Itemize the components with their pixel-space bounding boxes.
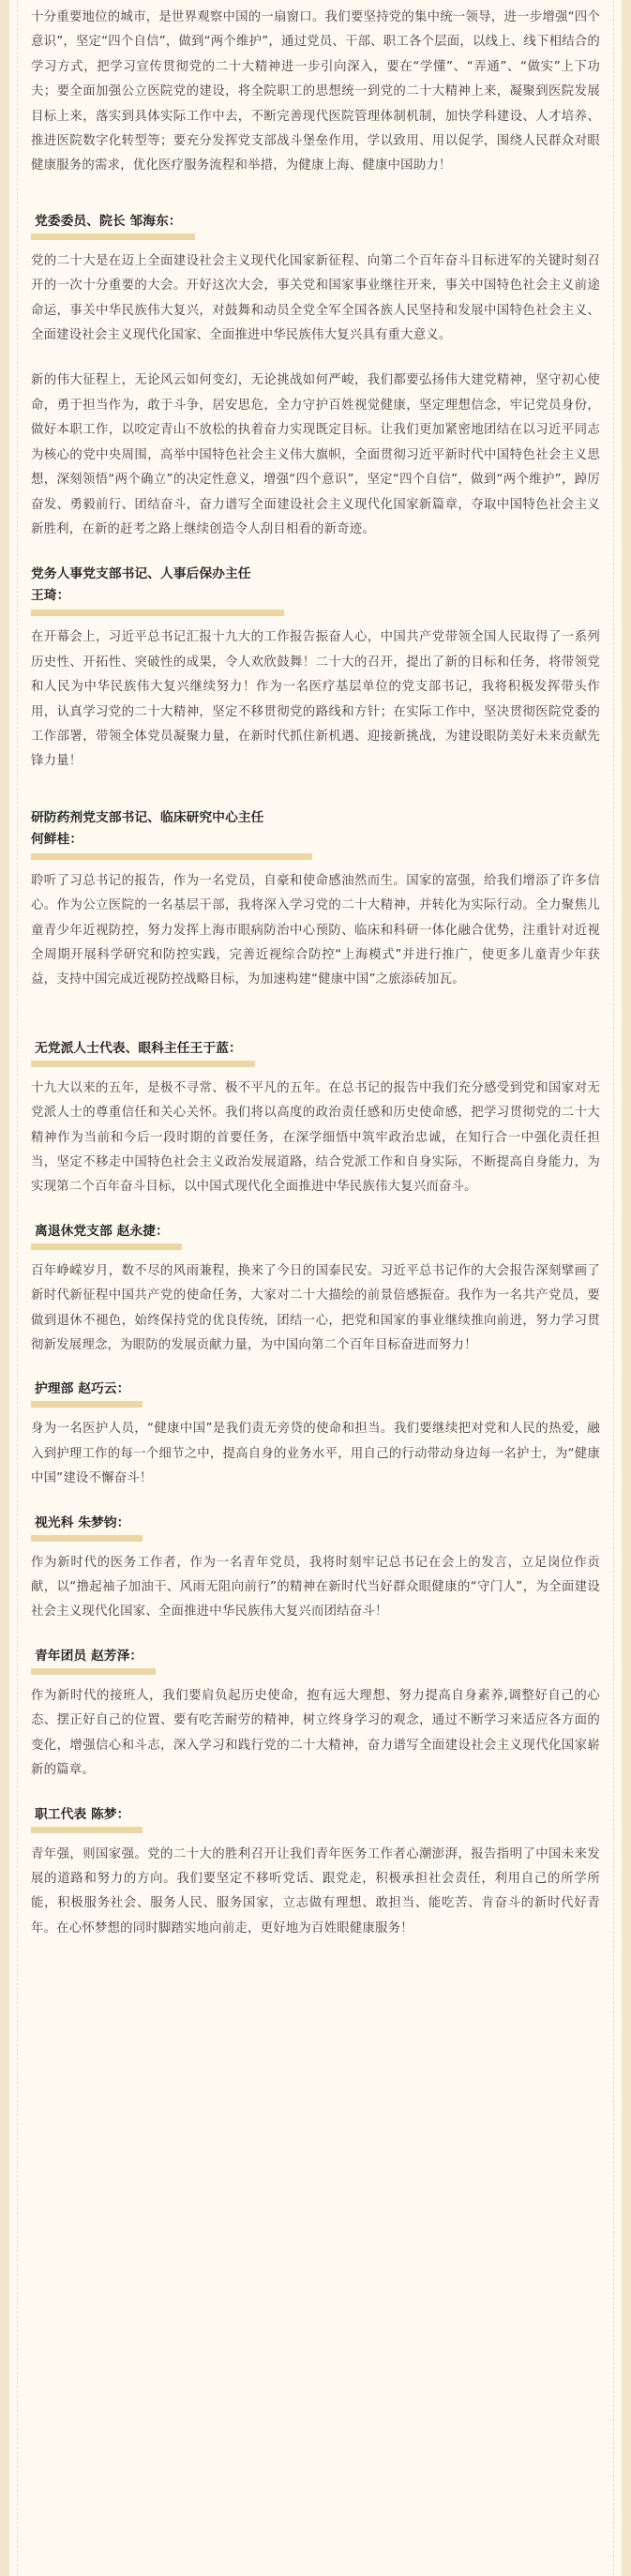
article-body	[17, 0, 614, 2576]
section-paragraph: 在开幕会上，习近平总书记汇报十九大的工作报告振奋人心，中国共产党带领全国人民取得了一系列历史性、开拓性、突破性的成果，令人欢欣鼓舞！二十大的召开，提出了新的目标和任务，将带领党和人民为中华民族伟大复兴继续努力！作为一名医疗基层单位的党支部书记，我将积极发挥带头作用，认真学习党的二十大精神，坚定不移贯彻党的路线和方针；在实际工作中，坚决贯彻医院党委的工作部署，带领全体党员凝聚力量，在新时代抓住新机遇、迎接新挑战，为建设眼防美好未来贡献先锋力量！	[31, 630, 600, 769]
section-paragraph: 作为新时代的接班人，我们要肩负起历史使命，抱有远大理想、努力提高自身素养,调整好自己的心态、摆正好自己的位置、要有吃苦耐劳的精神，树立终身学习的观念，通过不断学习来适应各方面的变化，增强信心和斗志，深入学习和践行党的二十大精神，奋力谱写全面建设社会主义现代化国家崭新的篇章。	[31, 1688, 600, 1778]
section-heading-chen-meng: 职工代表 陈梦：	[31, 1804, 143, 1833]
section-paragraph: 聆听了习总书记的报告，作为一名党员，自豪和使命感油然而生。国家的富强，给我们增添了许多信心。作为公立医院的一名基层干部，我将深入学习党的二十大精神，并转化为实际行动。全力聚焦儿童青少年近视防控，努力发挥上海市眼病防治中心预防、临床和科研一体化融合优势，注重针对近视全周期开展科学研究和防控实践，完善近视综合防控“上海模式”并进行推广，使更多儿童青少年获益，支持中国完成近视防控战略目标，为加速构建“健康中国”之旅添砖加瓦。	[31, 873, 600, 987]
heading-highlight	[31, 853, 312, 860]
section-paragraph: 身为一名医护人员，“健康中国”是我们责无旁贷的使命和担当。我们要继续把对党和人民的热爱，融入到护理工作的每一个细节之中，提高自身的业务水平，用自己的行动带动身边每一名护士，为“健康中国”建设不懈奋斗！	[31, 1422, 600, 1486]
section-heading-zhu-mengjun: 视光科 朱梦钧：	[31, 1513, 143, 1542]
section-heading-he-title: 研防药剂党支部书记、临床研究中心主任	[31, 809, 264, 825]
heading-highlight	[31, 610, 284, 616]
intro-paragraph: 十分重要地位的城市，是世界观察中国的一扇窗口。我们要坚持党的集中统一领导，进一步增强“四个意识”，坚定“四个自信”，做到“两个维护”，通过党员、干部、职工各个层面，以线上、线下相结合的学习方式，把学习宣传贯彻党的二十大精神进一步引向深入，要在“学懂”、“弄通”、“做实”上下功夫；要全面加强公立医院党的建设，将全院职工的思想统一到党的二十大精神上来，凝聚到医院发展目标上来，落实到具体实际工作中去，不断完善现代医院管理体制机制，加快学科建设、人才培养、推进医院数字化转型等；要充分发挥党支部战斗堡垒作用，学以致用、用以促学，围绕人民群众对眼健康服务的需求，优化医疗服务流程和举措，为健康上海、健康中国助力！	[31, 10, 600, 173]
section-heading-zhao-yongjie: 离退休党支部 赵永捷：	[31, 1221, 182, 1250]
section-heading-zhao-qiaoyun: 护理部 赵巧云：	[31, 1378, 143, 1408]
section-heading-zou: 党委委员、院长 邹海东：	[31, 211, 195, 240]
section-heading-he-name: 何鲜桂：	[31, 831, 83, 847]
section-paragraph: 党的二十大是在迈上全面建设社会主义现代化国家新征程、向第二个百年奋斗目标进军的关键时刻召开的一次十分重要的大会。开好这次大会，事关党和国家事业继往开来，事关中国特色社会主义前途命运，事关中华民族伟大复兴，对鼓舞和动员全党全军全国各族人民坚持和发展中国特色社会主义、全面建设社会主义现代化国家、全面推进中华民族伟大复兴具有重大意义。	[31, 253, 600, 343]
section-paragraph: 十九大以来的五年，是极不寻常、极不平凡的五年。在总书记的报告中我们充分感受到党和国家对无党派人士的尊重信任和关心关怀。我们将以高度的政治责任感和历史使命感，把学习贯彻党的二十大精神作为当前和今后一段时期的首要任务，在深学细悟中筑牢政治忠诚，在知行合一中强化责任担当，坚定不移走中国特色社会主义政治发展道路，结合党派工作和自身实际，不断提高自身能力，为实现第二个百年奋斗目标，以中国式现代化全面推进中华民族伟大复兴而奋斗。	[31, 1080, 600, 1195]
section-heading-wang-yulan: 无党派人士代表、眼科主任王于蓝：	[31, 1038, 255, 1067]
section-paragraph: 百年峥嵘岁月，数不尽的风雨兼程，换来了今日的国泰民安。习近平总书记作的大会报告深刻擘画了新时代新征程中国共产党的使命任务，大家对二十大描绘的前景倍感振奋。我作为一名共产党员，要做到退休不褪色，始终保持党的优良传统，团结一心，把党和国家的事业继续推向前进，努力学习贯彻新发展理念，为眼防的发展贡献力量，为中国向第二个百年目标奋进而努力！	[31, 1263, 600, 1353]
section-paragraph: 青年强，则国家强。党的二十大的胜利召开让我们青年医务工作者心潮澎湃，报告指明了中国未来发展的道路和努力的方向。我们要坚定不移听党话、跟党走，积极承担社会责任，利用自己的所学所能，积极服务社会、服务人民、服务国家，立志做有理想、敢担当、能吃苦、肯奋斗的新时代好青年。在心怀梦想的同时脚踏实地向前走，更好地为百姓眼健康服务！	[31, 1846, 600, 1936]
section-heading-wang-name: 王琦：	[31, 588, 70, 604]
section-heading-wang-title: 党务人事党支部书记、人事后保办主任	[31, 566, 251, 582]
section-paragraph: 新的伟大征程上，无论风云如何变幻，无论挑战如何严峻，我们都要弘扬伟大建党精神，坚守初心使命，勇于担当作为，敢于斗争，居安思危，全力守护百姓视觉健康，坚定理想信念，牢记党员身份，做好本职工作，以咬定青山不放松的执着奋力实现既定目标。让我们更加紧密地团结在以习近平同志为核心的党中央周围，高举中国特色社会主义伟大旗帜，全面贯彻习近平新时代中国特色社会主义思想，深刻领悟“两个确立”的决定性意义，增强“四个意识”，坚定“四个自信”，做到“两个维护”，踔厉奋发、勇毅前行、团结奋斗，奋力谱写全面建设社会主义现代化国家新篇章，夺取中国特色社会主义新胜利，在新的赶考之路上继续创造令人刮目相看的新奇迹。	[31, 373, 600, 536]
section-paragraph: 作为新时代的医务工作者，作为一名青年党员，我将时刻牢记总书记在会上的发言，立足岗位作贡献，以“撸起袖子加油干、风雨无阻向前行”的精神在新时代当好群众眼健康的“守门人”，为全面建设社会主义现代化国家、全面推进中华民族伟大复兴而团结奋斗！	[31, 1555, 600, 1619]
section-heading-zhao-fangze: 青年团员 赵芳泽：	[31, 1646, 156, 1675]
